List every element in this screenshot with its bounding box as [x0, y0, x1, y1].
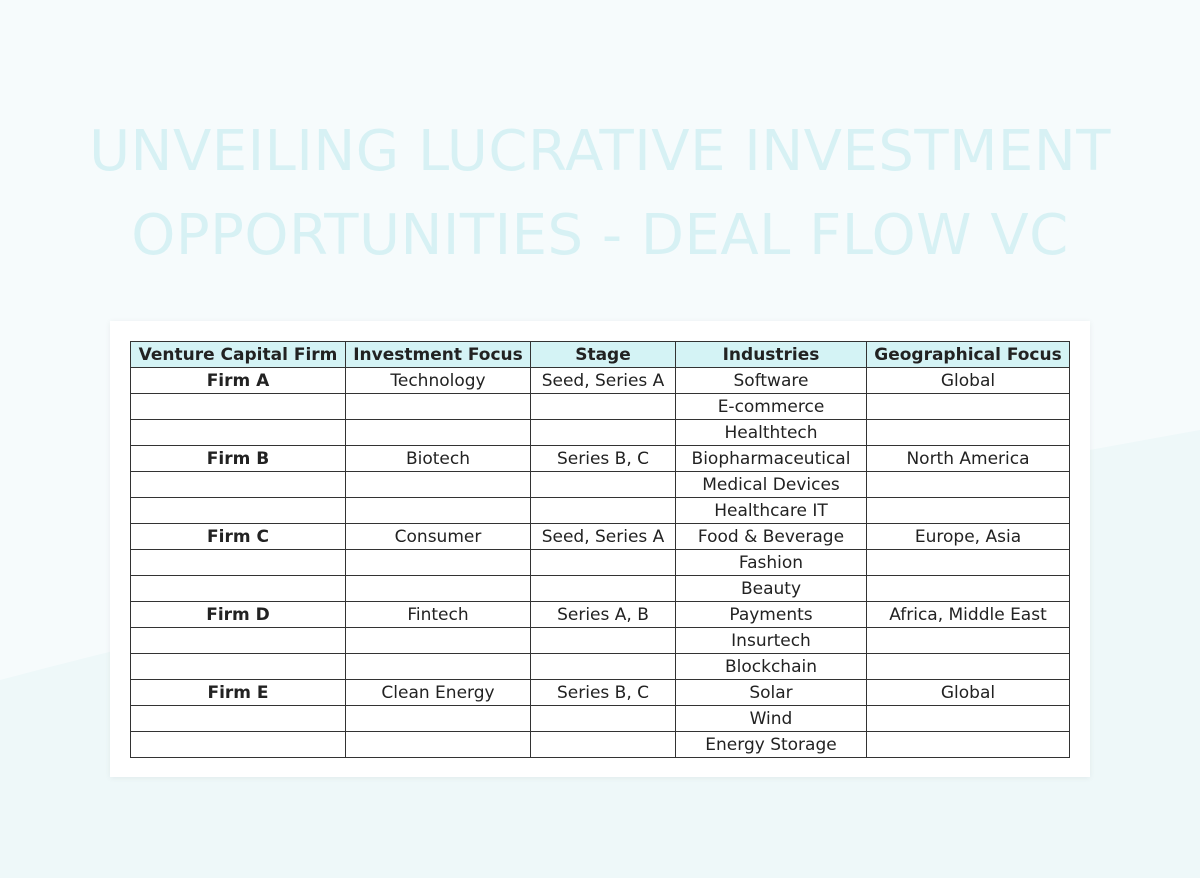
- investment-focus-cell: [346, 472, 531, 498]
- investment-focus-cell: [346, 628, 531, 654]
- industry-cell: Food & Beverage: [676, 524, 867, 550]
- investment-focus-cell: [346, 498, 531, 524]
- firm-cell: [131, 654, 346, 680]
- table-row: [131, 628, 1070, 654]
- geographical-focus-cell: [867, 394, 1070, 420]
- table-header-row: [131, 342, 1070, 368]
- geographical-focus-cell: Africa, Middle East: [867, 602, 1070, 628]
- stage-cell: Seed, Series A: [531, 368, 676, 394]
- firm-cell: [131, 420, 346, 446]
- geographical-focus-cell: Global: [867, 368, 1070, 394]
- investment-focus-cell: [346, 706, 531, 732]
- table-card: [110, 321, 1090, 777]
- firm-cell: [131, 394, 346, 420]
- stage-cell: Seed, Series A: [531, 524, 676, 550]
- firm-cell: [131, 472, 346, 498]
- stage-cell: [531, 706, 676, 732]
- investment-focus-cell: [346, 732, 531, 758]
- industry-cell: Software: [676, 368, 867, 394]
- stage-cell: Series B, C: [531, 680, 676, 706]
- header-investment-focus: Investment Focus: [346, 342, 531, 368]
- table-row: [131, 732, 1070, 758]
- industry-cell: Biopharmaceutical: [676, 446, 867, 472]
- table-row: [131, 498, 1070, 524]
- investment-focus-cell: Biotech: [346, 446, 531, 472]
- header-venture-capital-firm: Venture Capital Firm: [131, 342, 346, 368]
- geographical-focus-cell: [867, 654, 1070, 680]
- table-row: [131, 576, 1070, 602]
- industry-cell: Medical Devices: [676, 472, 867, 498]
- investment-focus-cell: [346, 550, 531, 576]
- table-body: [131, 368, 1070, 758]
- geographical-focus-cell: [867, 706, 1070, 732]
- firm-cell: [131, 498, 346, 524]
- stage-cell: [531, 654, 676, 680]
- header-stage: Stage: [531, 342, 676, 368]
- firm-cell: [131, 576, 346, 602]
- table-row: [131, 550, 1070, 576]
- stage-cell: [531, 628, 676, 654]
- firm-cell: [131, 550, 346, 576]
- stage-cell: [531, 498, 676, 524]
- table-row: [131, 420, 1070, 446]
- firm-cell: Firm A: [131, 368, 346, 394]
- table-row: [131, 394, 1070, 420]
- stage-cell: [531, 394, 676, 420]
- header-industries: Industries: [676, 342, 867, 368]
- geographical-focus-cell: [867, 628, 1070, 654]
- table-row: [131, 602, 1070, 628]
- industry-cell: Solar: [676, 680, 867, 706]
- table-row: [131, 680, 1070, 706]
- table-row: [131, 368, 1070, 394]
- deal-flow-table: [130, 341, 1070, 758]
- investment-focus-cell: [346, 394, 531, 420]
- industry-cell: Payments: [676, 602, 867, 628]
- investment-focus-cell: [346, 420, 531, 446]
- stage-cell: [531, 576, 676, 602]
- firm-cell: Firm C: [131, 524, 346, 550]
- industry-cell: Beauty: [676, 576, 867, 602]
- stage-cell: Series A, B: [531, 602, 676, 628]
- stage-cell: [531, 420, 676, 446]
- stage-cell: [531, 472, 676, 498]
- title-line-1: UNVEILING LUCRATIVE INVESTMENT: [89, 119, 1111, 184]
- page-title: [0, 110, 1200, 278]
- title-line-2: OPPORTUNITIES - DEAL FLOW VC: [131, 203, 1069, 268]
- firm-cell: Firm E: [131, 680, 346, 706]
- geographical-focus-cell: [867, 498, 1070, 524]
- geographical-focus-cell: [867, 732, 1070, 758]
- stage-cell: Series B, C: [531, 446, 676, 472]
- stage-cell: [531, 550, 676, 576]
- geographical-focus-cell: [867, 472, 1070, 498]
- firm-cell: [131, 628, 346, 654]
- geographical-focus-cell: [867, 420, 1070, 446]
- industry-cell: E-commerce: [676, 394, 867, 420]
- table-row: [131, 706, 1070, 732]
- table-row: [131, 524, 1070, 550]
- geographical-focus-cell: [867, 550, 1070, 576]
- table-row: [131, 446, 1070, 472]
- investment-focus-cell: Fintech: [346, 602, 531, 628]
- investment-focus-cell: Consumer: [346, 524, 531, 550]
- industry-cell: Healthcare IT: [676, 498, 867, 524]
- investment-focus-cell: Clean Energy: [346, 680, 531, 706]
- industry-cell: Fashion: [676, 550, 867, 576]
- table-row: [131, 654, 1070, 680]
- geographical-focus-cell: [867, 576, 1070, 602]
- industry-cell: Blockchain: [676, 654, 867, 680]
- header-geographical-focus: Geographical Focus: [867, 342, 1070, 368]
- firm-cell: Firm D: [131, 602, 346, 628]
- firm-cell: [131, 732, 346, 758]
- firm-cell: Firm B: [131, 446, 346, 472]
- firm-cell: [131, 706, 346, 732]
- industry-cell: Wind: [676, 706, 867, 732]
- geographical-focus-cell: North America: [867, 446, 1070, 472]
- geographical-focus-cell: Europe, Asia: [867, 524, 1070, 550]
- industry-cell: Energy Storage: [676, 732, 867, 758]
- table-row: [131, 472, 1070, 498]
- stage-cell: [531, 732, 676, 758]
- investment-focus-cell: [346, 576, 531, 602]
- industry-cell: Insurtech: [676, 628, 867, 654]
- investment-focus-cell: [346, 654, 531, 680]
- industry-cell: Healthtech: [676, 420, 867, 446]
- geographical-focus-cell: Global: [867, 680, 1070, 706]
- investment-focus-cell: Technology: [346, 368, 531, 394]
